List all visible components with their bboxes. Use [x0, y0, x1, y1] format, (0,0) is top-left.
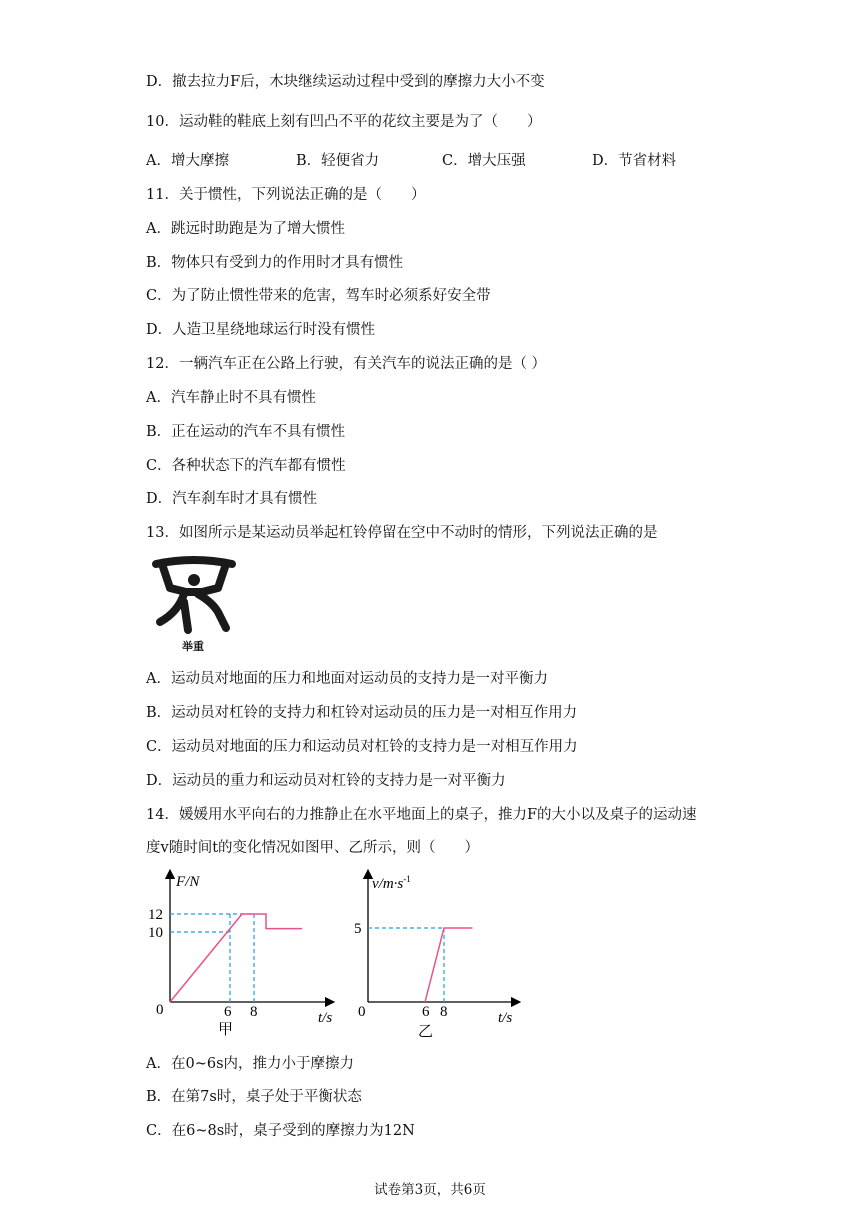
question-10: 10．运动鞋的鞋底上刻有凹凸不平的花纹主要是为了（ ） — [146, 114, 542, 130]
option-13a: A．运动员对地面的压力和地面对运动员的支持力是一对平衡力 — [146, 671, 548, 687]
weightlifting-figure — [148, 552, 240, 658]
force-curve — [170, 914, 302, 1002]
x-tick-6: 6 — [224, 1004, 232, 1020]
option-11a: A．跳远时助跑是为了增大惯性 — [146, 221, 345, 237]
y-axis-label: $v/m\cdot s^{-1}$ — [372, 874, 411, 892]
graph-caption: 乙 — [418, 1024, 434, 1040]
question-14-line1: 14．媛媛用水平向右的力推静止在水平地面上的桌子，推力F的大小以及桌子的运动速 — [146, 807, 697, 823]
option-9d: D．撤去拉力F后，木块继续运动过程中受到的摩擦力大小不变 — [146, 74, 545, 90]
option-14b: B．在第7s时，桌子处于平衡状态 — [146, 1089, 362, 1105]
page-footer: 试卷第3页，共6页 — [374, 1182, 486, 1198]
guide-lines — [170, 914, 254, 1002]
option-11b: B．物体只有受到力的作用时才具有惯性 — [146, 255, 404, 271]
question-12: 12．一辆汽车正在公路上行驶，有关汽车的说法正确的是（ ） — [146, 356, 547, 372]
y-axis-label: F/N — [176, 874, 200, 890]
origin-label: 0 — [156, 1002, 164, 1018]
x-tick-8: 8 — [250, 1004, 258, 1020]
option-14c: C．在6~8s时，桌子受到的摩擦力为12N — [146, 1123, 415, 1139]
option-13d: D．运动员的重力和运动员对杠铃的支持力是一对平衡力 — [146, 773, 506, 789]
question-11: 11．关于惯性，下列说法正确的是（ ） — [146, 187, 426, 203]
option-12a: A．汽车静止时不具有惯性 — [146, 390, 316, 406]
graph-yi — [356, 866, 526, 1042]
option-14a: A．在0~6s内，推力小于摩擦力 — [146, 1056, 355, 1072]
option-10a: A．增大摩擦 — [146, 153, 229, 169]
graph-jia — [150, 866, 340, 1042]
option-10b: B．轻便省力 — [296, 153, 380, 169]
origin-label: 0 — [358, 1004, 366, 1020]
question-13: 13．如图所示是某运动员举起杠铃停留在空中不动时的情形，下列说法正确的是 — [146, 525, 658, 541]
x-tick-8: 8 — [440, 1004, 448, 1020]
option-13c: C．运动员对地面的压力和运动员对杠铃的支持力是一对相互作用力 — [146, 739, 578, 755]
option-12c: C．各种状态下的汽车都有惯性 — [146, 458, 346, 474]
graph-caption: 甲 — [218, 1022, 234, 1038]
x-axis-label: t/s — [498, 1010, 513, 1026]
y-tick-12: 12 — [148, 907, 163, 923]
y-tick-5: 5 — [354, 921, 362, 937]
figure-caption: 举重 — [182, 640, 204, 653]
x-tick-6: 6 — [422, 1004, 430, 1020]
option-11d: D．人造卫星绕地球运行时没有惯性 — [146, 322, 376, 338]
option-13b: B．运动员对杠铃的支持力和杠铃对运动员的压力是一对相互作用力 — [146, 705, 578, 721]
option-12d: D．汽车刹车时才具有惯性 — [146, 491, 318, 507]
guide-lines — [368, 928, 444, 1002]
velocity-curve — [425, 928, 473, 1002]
question-10-options — [146, 151, 746, 171]
option-10d: D．节省材料 — [592, 153, 677, 169]
x-axis-label: t/s — [318, 1010, 333, 1026]
option-12b: B．正在运动的汽车不具有惯性 — [146, 424, 346, 440]
option-11c: C．为了防止惯性带来的危害，驾车时必须系好安全带 — [146, 288, 491, 304]
question-14-line2: 度v随时间t的变化情况如图甲、乙所示，则（ ） — [146, 840, 480, 856]
y-tick-10: 10 — [148, 925, 163, 941]
weightlifter-icon — [148, 552, 240, 636]
option-10c: C．增大压强 — [442, 153, 526, 169]
